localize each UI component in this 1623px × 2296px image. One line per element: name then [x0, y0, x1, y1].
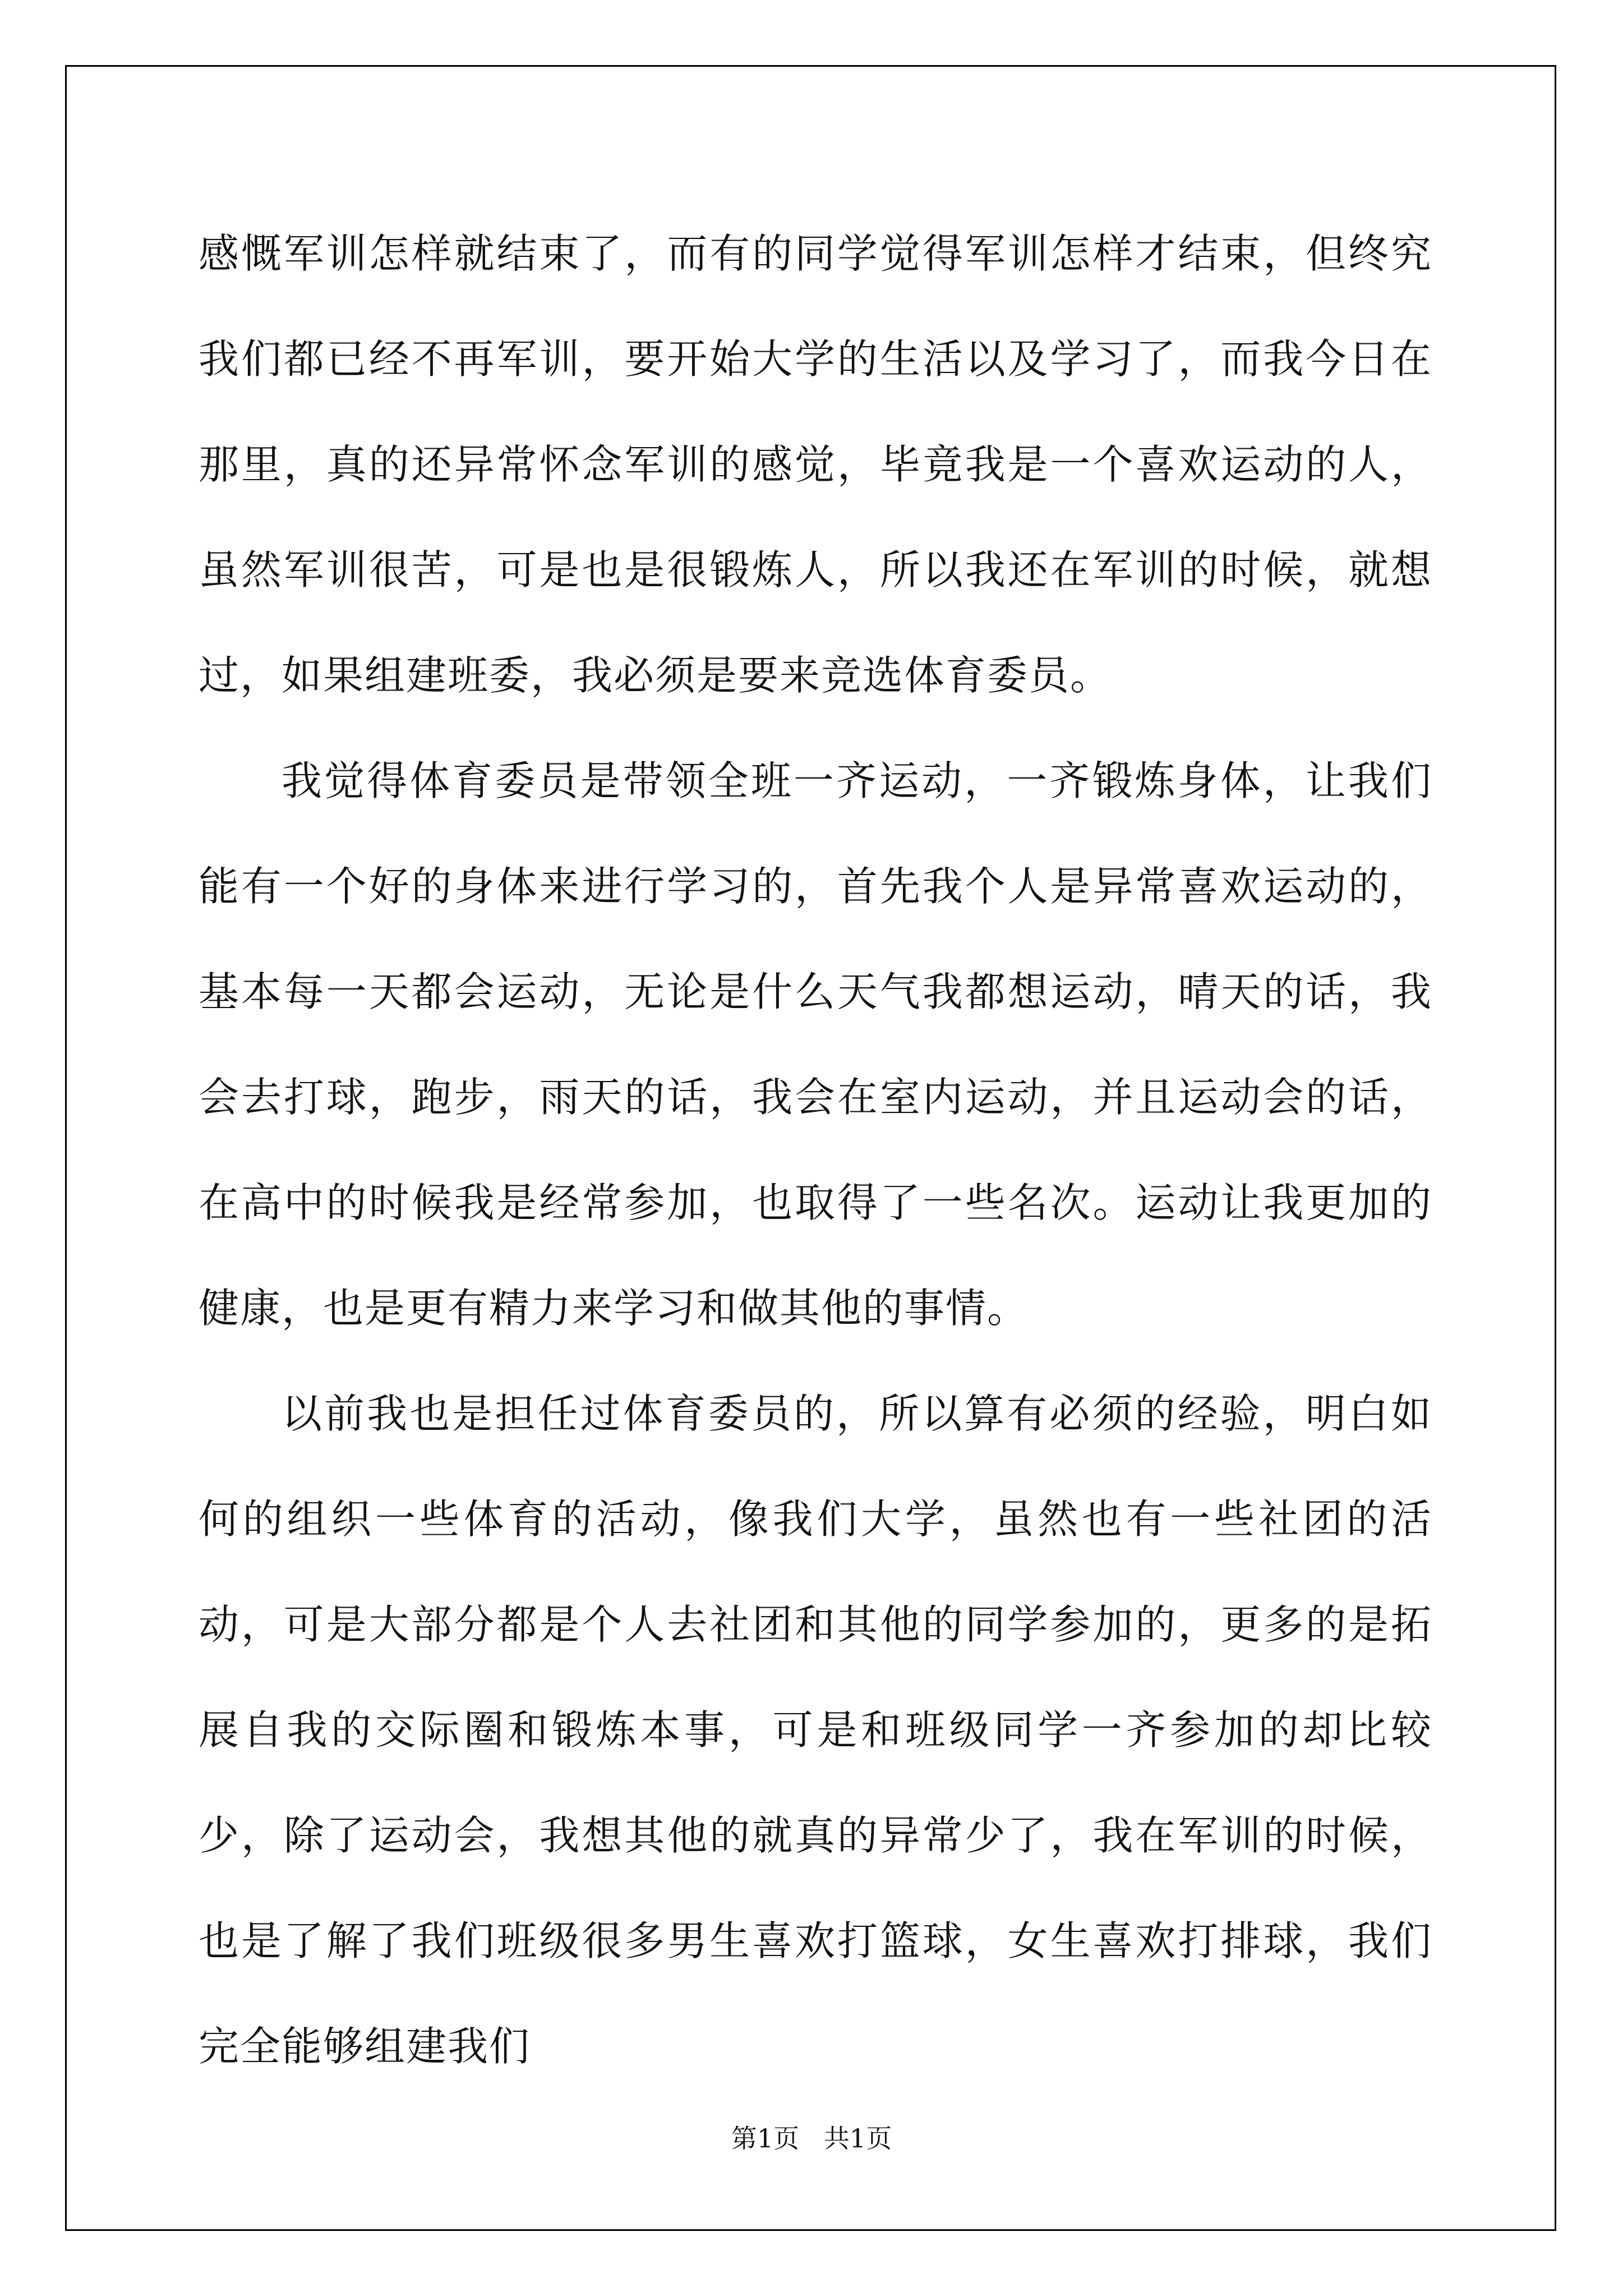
- document-body: [199, 201, 1432, 2099]
- paragraph-3: 以前我也是担任过体育委员的，所以算有必须的经验，明白如何的组织一些体育的活动，像我们大学，虽然也有一些社团的活动，可是大部分都是个人去社团和其他的同学参加的，更多的是拓展自我的交际圈和锻炼本事，可是和班级同学一齐参加的却比较少，除了运动会，我想其他的就真的异常少了，我在军训的时候，也是了解了我们班级很多男生喜欢打篮球，女生喜欢打排球，我们完全能够组建我们: [199, 1390, 1432, 2070]
- page-footer: 第1页 共1页: [731, 2123, 892, 2154]
- paragraph-2: 我觉得体育委员是带领全班一齐运动，一齐锻炼身体，让我们能有一个好的身体来进行学习的，首先我个人是异常喜欢运动的，基本每一天都会运动，无论是什么天气我都想运动，晴天的话，我会去打球，跑步，雨天的话，我会在室内运动，并且运动会的话，在高中的时候我是经常参加，也取得了一些名次。运动让我更加的健康，也是更有精力来学习和做其他的事情。: [199, 757, 1432, 1332]
- paragraph-1: 感慨军训怎样就结束了，而有的同学觉得军训怎样才结束，但终究我们都已经不再军训，要开始大学的生活以及学习了，而我今日在那里，真的还异常怀念军训的感觉，毕竟我是一个喜欢运动的人，虽然军训很苦，可是也是很锻炼人，所以我还在军训的时候，就想过，如果组建班委，我必须是要来竞选体育委员。: [199, 230, 1432, 699]
